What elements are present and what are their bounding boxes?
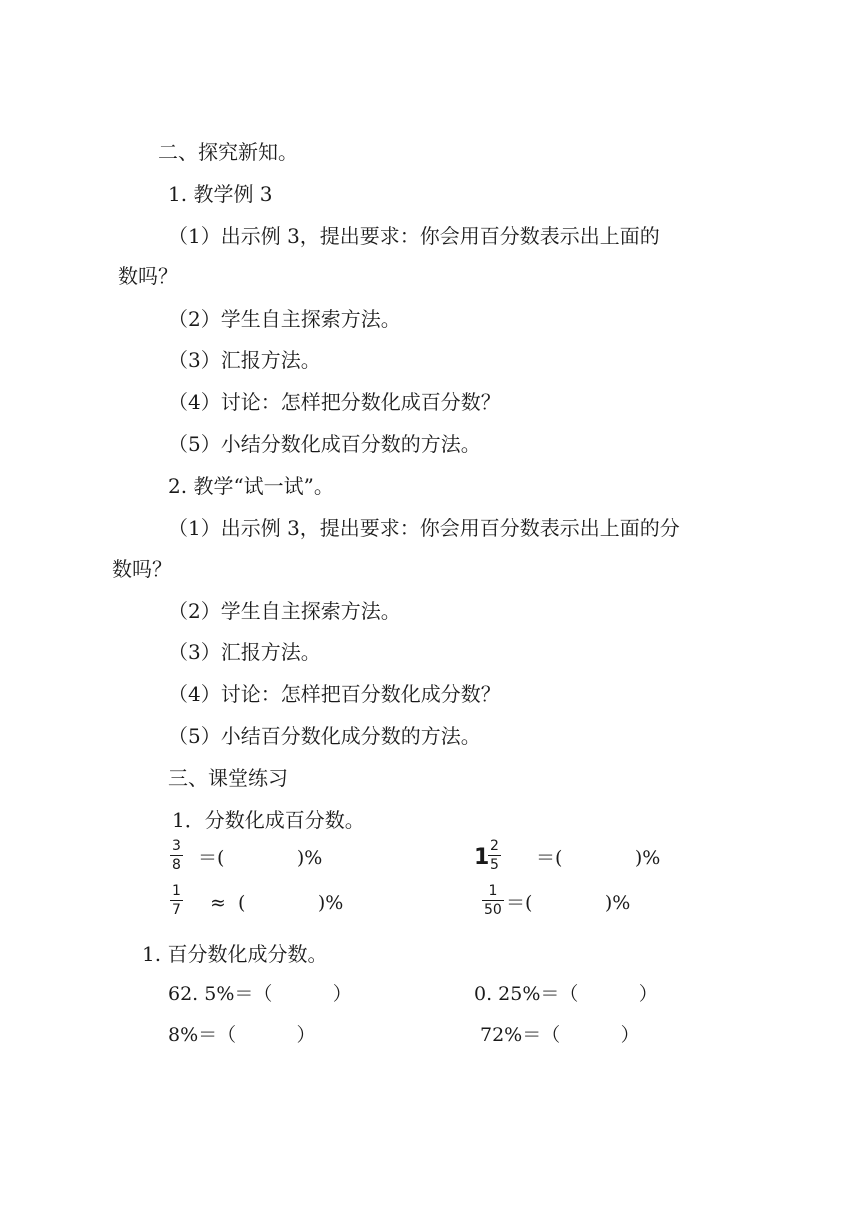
fraction-2-5 xyxy=(488,838,501,873)
fraction-numerator: 2 xyxy=(490,838,499,854)
fraction-numerator: 1 xyxy=(172,883,181,899)
percent-item: 8%＝（ ） xyxy=(168,1024,316,1046)
percent-item: 62. 5%＝（ ） xyxy=(168,983,352,1005)
fraction-denominator: 7 xyxy=(172,902,181,918)
fraction-bar xyxy=(488,855,501,856)
item-teach-example3: 1. 教学例 3 xyxy=(168,182,273,206)
step-4: （4）讨论：怎样把分数化成百分数？ xyxy=(168,390,501,414)
step-3: （3）汇报方法。 xyxy=(168,348,321,372)
fraction-bar xyxy=(170,855,183,856)
try-step-2: （2）学生自主探索方法。 xyxy=(168,599,401,623)
answer-blank: ＝( )% xyxy=(536,847,661,869)
fraction-denominator: 50 xyxy=(484,902,502,918)
step-5: （5）小结分数化成百分数的方法。 xyxy=(168,432,481,456)
percent-item: 0. 25%＝（ ） xyxy=(474,983,658,1005)
step-2: （2）学生自主探索方法。 xyxy=(168,307,401,331)
answer-blank: ＝( )% xyxy=(506,892,631,914)
exercise-fraction-to-percent: 1．分数化成百分数。 xyxy=(172,808,365,832)
heading-practice: 三、课堂练习 xyxy=(168,766,288,790)
step-1-line2: 数吗？ xyxy=(118,264,178,288)
answer-blank: ≈ ( )% xyxy=(210,892,344,914)
item-try-it: 2. 教学“试一试”。 xyxy=(168,474,334,498)
try-step-5: （5）小结百分数化成分数的方法。 xyxy=(168,724,481,748)
try-step-4: （4）讨论：怎样把百分数化成分数？ xyxy=(168,682,501,706)
percent-item: 72%＝（ ） xyxy=(480,1024,640,1046)
fraction-denominator: 8 xyxy=(172,857,181,873)
heading-explore: 二、探究新知。 xyxy=(158,140,298,164)
exercise-percent-to-fraction: 1. 百分数化成分数。 xyxy=(142,942,328,966)
fraction-3-8 xyxy=(170,838,183,873)
fraction-numerator: 1 xyxy=(488,883,498,899)
fraction-numerator: 3 xyxy=(172,838,181,854)
try-step-1-line2: 数吗？ xyxy=(112,557,172,581)
try-step-3: （3）汇报方法。 xyxy=(168,640,321,664)
fraction-denominator: 5 xyxy=(490,857,499,873)
answer-blank: ＝( )% xyxy=(198,847,323,869)
mixed-whole: 1 xyxy=(474,845,490,870)
fraction-1-50 xyxy=(482,883,504,918)
fraction-bar xyxy=(170,900,183,901)
try-step-1-line1: （1）出示例 3，提出要求：你会用百分数表示出上面的分 xyxy=(168,516,680,540)
step-1-line1: （1）出示例 3，提出要求：你会用百分数表示出上面的 xyxy=(168,224,660,248)
fraction-1-7 xyxy=(170,883,183,918)
fraction-bar xyxy=(482,900,504,901)
